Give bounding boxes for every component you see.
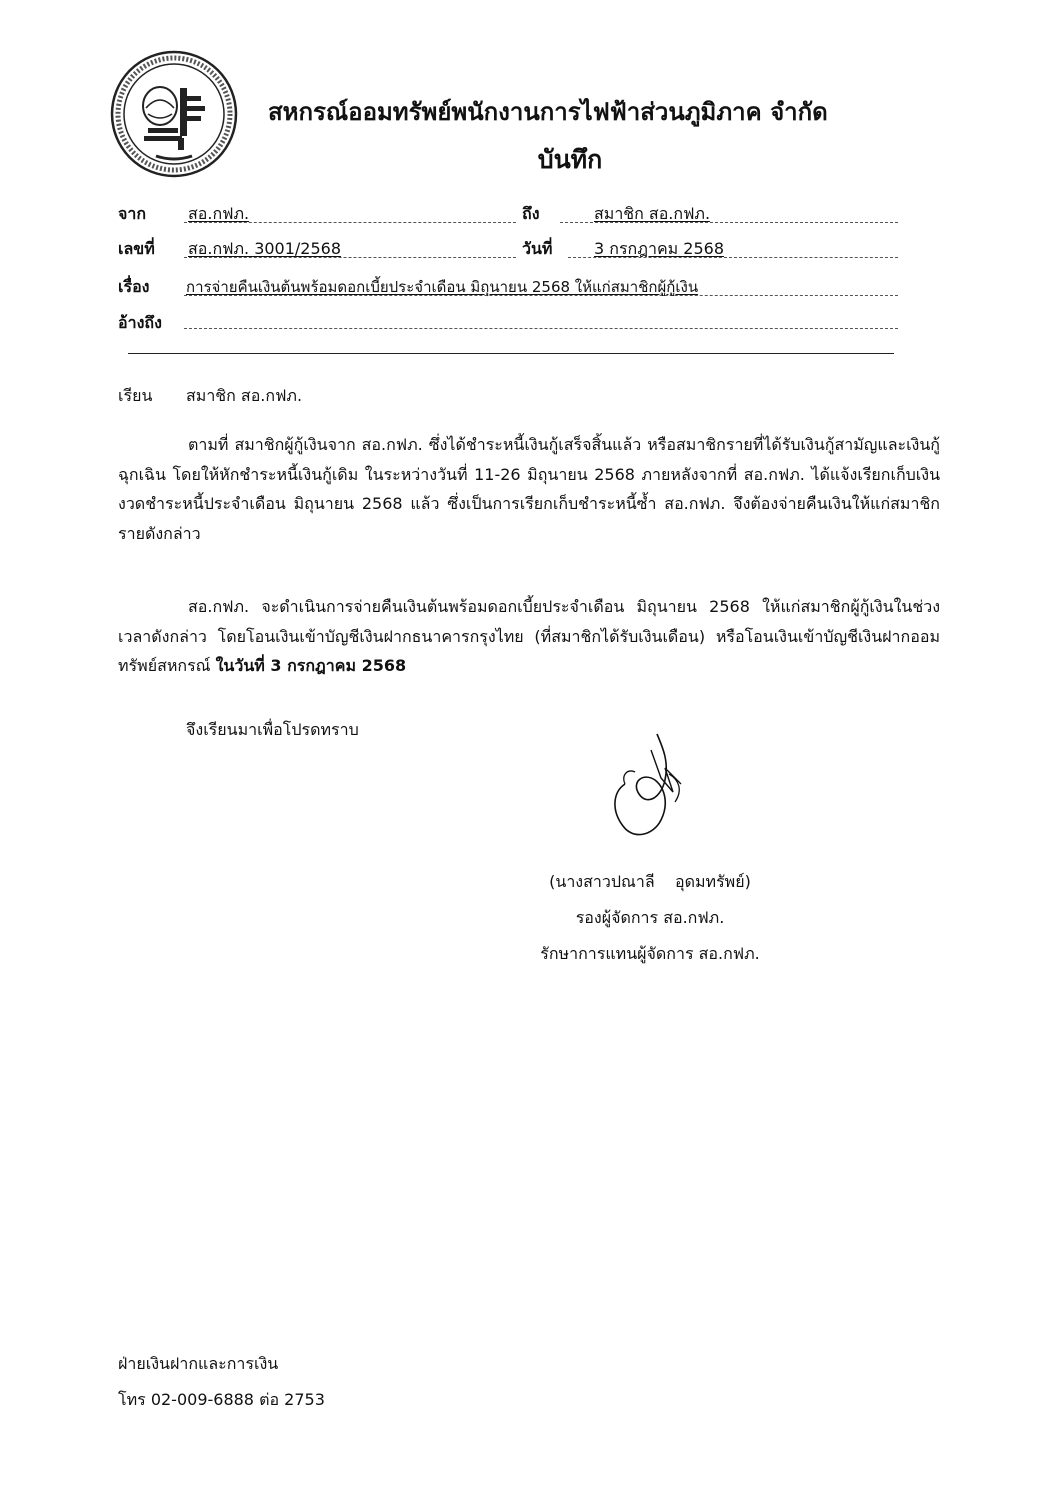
- doc-title: บันทึก: [537, 145, 603, 174]
- body-paragraph-1: ตามที่ สมาชิกผู้กู้เงินจาก สอ.กฟภ. ซึ่งได้ชำระหนี้เงินกู้เสร็จสิ้นแล้ว หรือสมาชิกรายที่ได้รับเงินกู้สามัญและเงินกู้ฉุกเฉิน โดยให้หักชำระหนี้เงินกู้เดิม ในระหว่างวันที่ 11-26 มิถุนายน 2568 ภายหลังจากที่ สอ.กฟภ. ได้แจ้งเรียกเก็บเงินงวดชำระหนี้ประจำเดือน มิถุนายน 2568 แล้ว ซึ่งเป็นการเรียกเก็บชำระหนี้ซ้ำ สอ.กฟภ. จึงต้องจ่ายคืนเงินให้แก่สมาชิกรายดังกล่าว: [118, 435, 940, 543]
- para2-text: สอ.กฟภ. จะดำเนินการจ่ายคืนเงินต้นพร้อมดอกเบี้ยประจำเดือน มิถุนายน 2568 ให้แก่สมาชิกผู้กู้เงินในช่วงเวลาดังกล่าว โดยโอนเงินเข้าบัญชีเงินฝากธนาคารกรุงไทย (ที่สมาชิกได้รับเงินเดือน) หรือโอนเงินเข้าบัญชีเงินฝากออมทรัพย์สหกรณ์: [118, 597, 940, 675]
- number-label: เลขที่: [118, 239, 155, 258]
- para2-date: ในวันที่ 3 กรกฎาคม 2568: [215, 656, 407, 675]
- date-label: วันที่: [522, 239, 553, 258]
- to-label: ถึง: [522, 204, 540, 223]
- footer-phone: โทร 02-009-6888 ต่อ 2753: [118, 1390, 325, 1409]
- signatory-title: รองผู้จัดการ สอ.กฟภ.: [575, 908, 725, 927]
- org-name: สหกรณ์ออมทรัพย์พนักงานการไฟฟ้าส่วนภูมิภาค จำกัด: [268, 98, 828, 126]
- salutation-value: สมาชิก สอ.กฟภ.: [186, 386, 303, 405]
- subject-value: การจ่ายคืนเงินต้นพร้อมดอกเบี้ยประจำเดือน มิถุนายน 2568 ให้แก่สมาชิกผู้กู้เงิน: [186, 278, 699, 296]
- from-value: สอ.กฟภ.: [188, 204, 250, 223]
- body-paragraph-2: [118, 592, 940, 681]
- cooperative-seal-icon: [108, 48, 240, 180]
- date-value: 3 กรกฎาคม 2568: [594, 239, 725, 258]
- from-label: จาก: [118, 204, 147, 223]
- signatory-acting: รักษาการแทนผู้จัดการ สอ.กฟภ.: [540, 944, 760, 963]
- to-value: สมาชิก สอ.กฟภ.: [594, 204, 711, 223]
- footer-department: ฝ่ายเงินฝากและการเงิน: [118, 1354, 279, 1373]
- subject-label: เรื่อง: [118, 277, 150, 296]
- closing-text: จึงเรียนมาเพื่อโปรดทราบ: [186, 720, 359, 739]
- ref-dotline: [184, 328, 898, 329]
- ref-label: อ้างถึง: [118, 313, 162, 332]
- signatory-name: (นางสาวปณาลี อุดมทรัพย์): [549, 872, 751, 891]
- header-divider: [128, 353, 894, 354]
- salutation-label: เรียน: [118, 386, 153, 405]
- handwritten-signature: [603, 728, 703, 844]
- number-value: สอ.กฟภ. 3001/2568: [188, 239, 342, 258]
